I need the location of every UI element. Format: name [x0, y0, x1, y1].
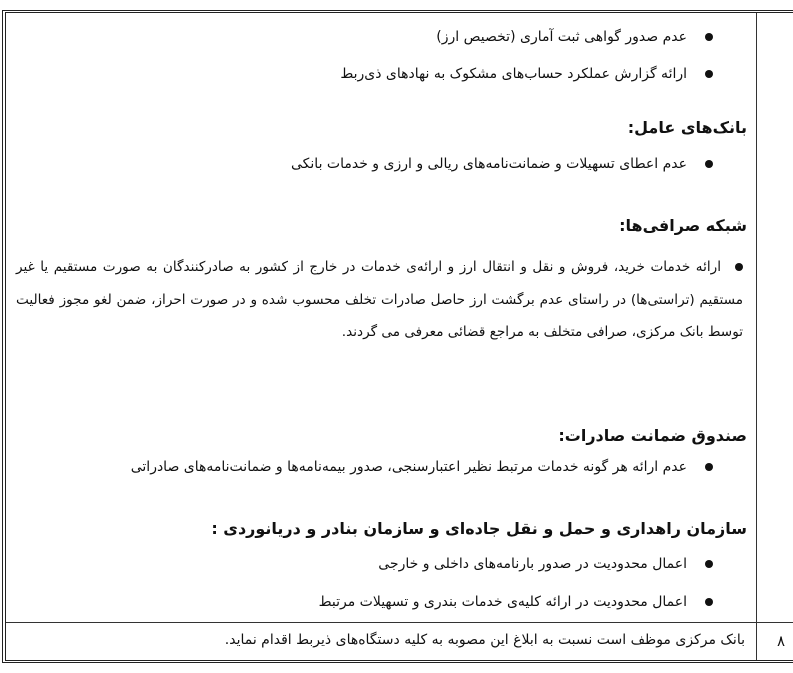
item-text: عدم اعطای تسهیلات و ضمانت‌نامه‌های ریالی و ارزی و خدمات بانکی [291, 156, 687, 172]
bullet-icon [705, 70, 713, 78]
bullet-icon [735, 263, 743, 271]
list-item [291, 156, 713, 172]
row-number: ۸ [776, 632, 785, 650]
item-text: عدم ارائه هر گونه خدمات مرتبط نظیر اعتبارسنجی، صدور بیمه‌نامه‌ها و ضمانت‌نامه‌های صادراتی [130, 459, 687, 475]
item-text: عدم صدور گواهی ثبت آماری (تخصیص ارز) [436, 29, 687, 45]
bullet-icon [705, 560, 713, 568]
list-item [131, 459, 713, 475]
list-item [319, 594, 713, 610]
item-text: اعمال محدودیت در صدور بارنامه‌های داخلی و خارجی [378, 556, 687, 572]
bullet-icon [705, 160, 713, 168]
bullet-icon [705, 598, 713, 606]
section-heading-banks: بانک‌های عامل: [627, 118, 747, 137]
regulation-table [2, 10, 793, 663]
bullet-icon [705, 33, 713, 41]
list-item [378, 556, 713, 572]
exchange-paragraph [16, 251, 743, 349]
list-item [340, 66, 713, 82]
section-heading-exchange: شبکه صرافی‌ها: [619, 216, 747, 235]
item-text: ارائه گزارش عملکرد حساب‌های مشکوک به نهادهای ذی‌ربط [340, 66, 687, 82]
list-item [436, 29, 713, 45]
row-8-text: بانک مرکزی موظف است نسبت به ابلاغ این مصوبه به کلیه دستگاه‌های ذیربط اقدام نماید. [224, 632, 745, 648]
item-text: اعمال محدودیت در ارائه کلیه‌ی خدمات بندری و تسهیلات مرتبط [318, 594, 687, 610]
section-heading-roads: سازمان راهداری و حمل و نقل جاده‌ای و سازمان بنادر و دریانوردی : [211, 519, 747, 538]
section-heading-export-fund: صندوق ضمانت صادرات: [558, 426, 747, 445]
paragraph-text: ارائه خدمات خرید، فروش و نقل و انتقال ارز و ارائه‌ی خدمات در خارج از کشور به صادرکنندگان به صورت مستقیم یا غیر مستقیم (تراستی‌ها) در راستای عدم برگشت ارز حاصل صادرات تخلف محسوب شده و در صورت احراز، ضمن لغو مجوز فعالیت توسط بانک مرکزی، صرافی متخلف به مراجع قضائی معرفی می گردند. [16, 259, 743, 340]
number-column [756, 13, 793, 660]
bullet-icon [705, 463, 713, 471]
row-divider [6, 622, 793, 623]
